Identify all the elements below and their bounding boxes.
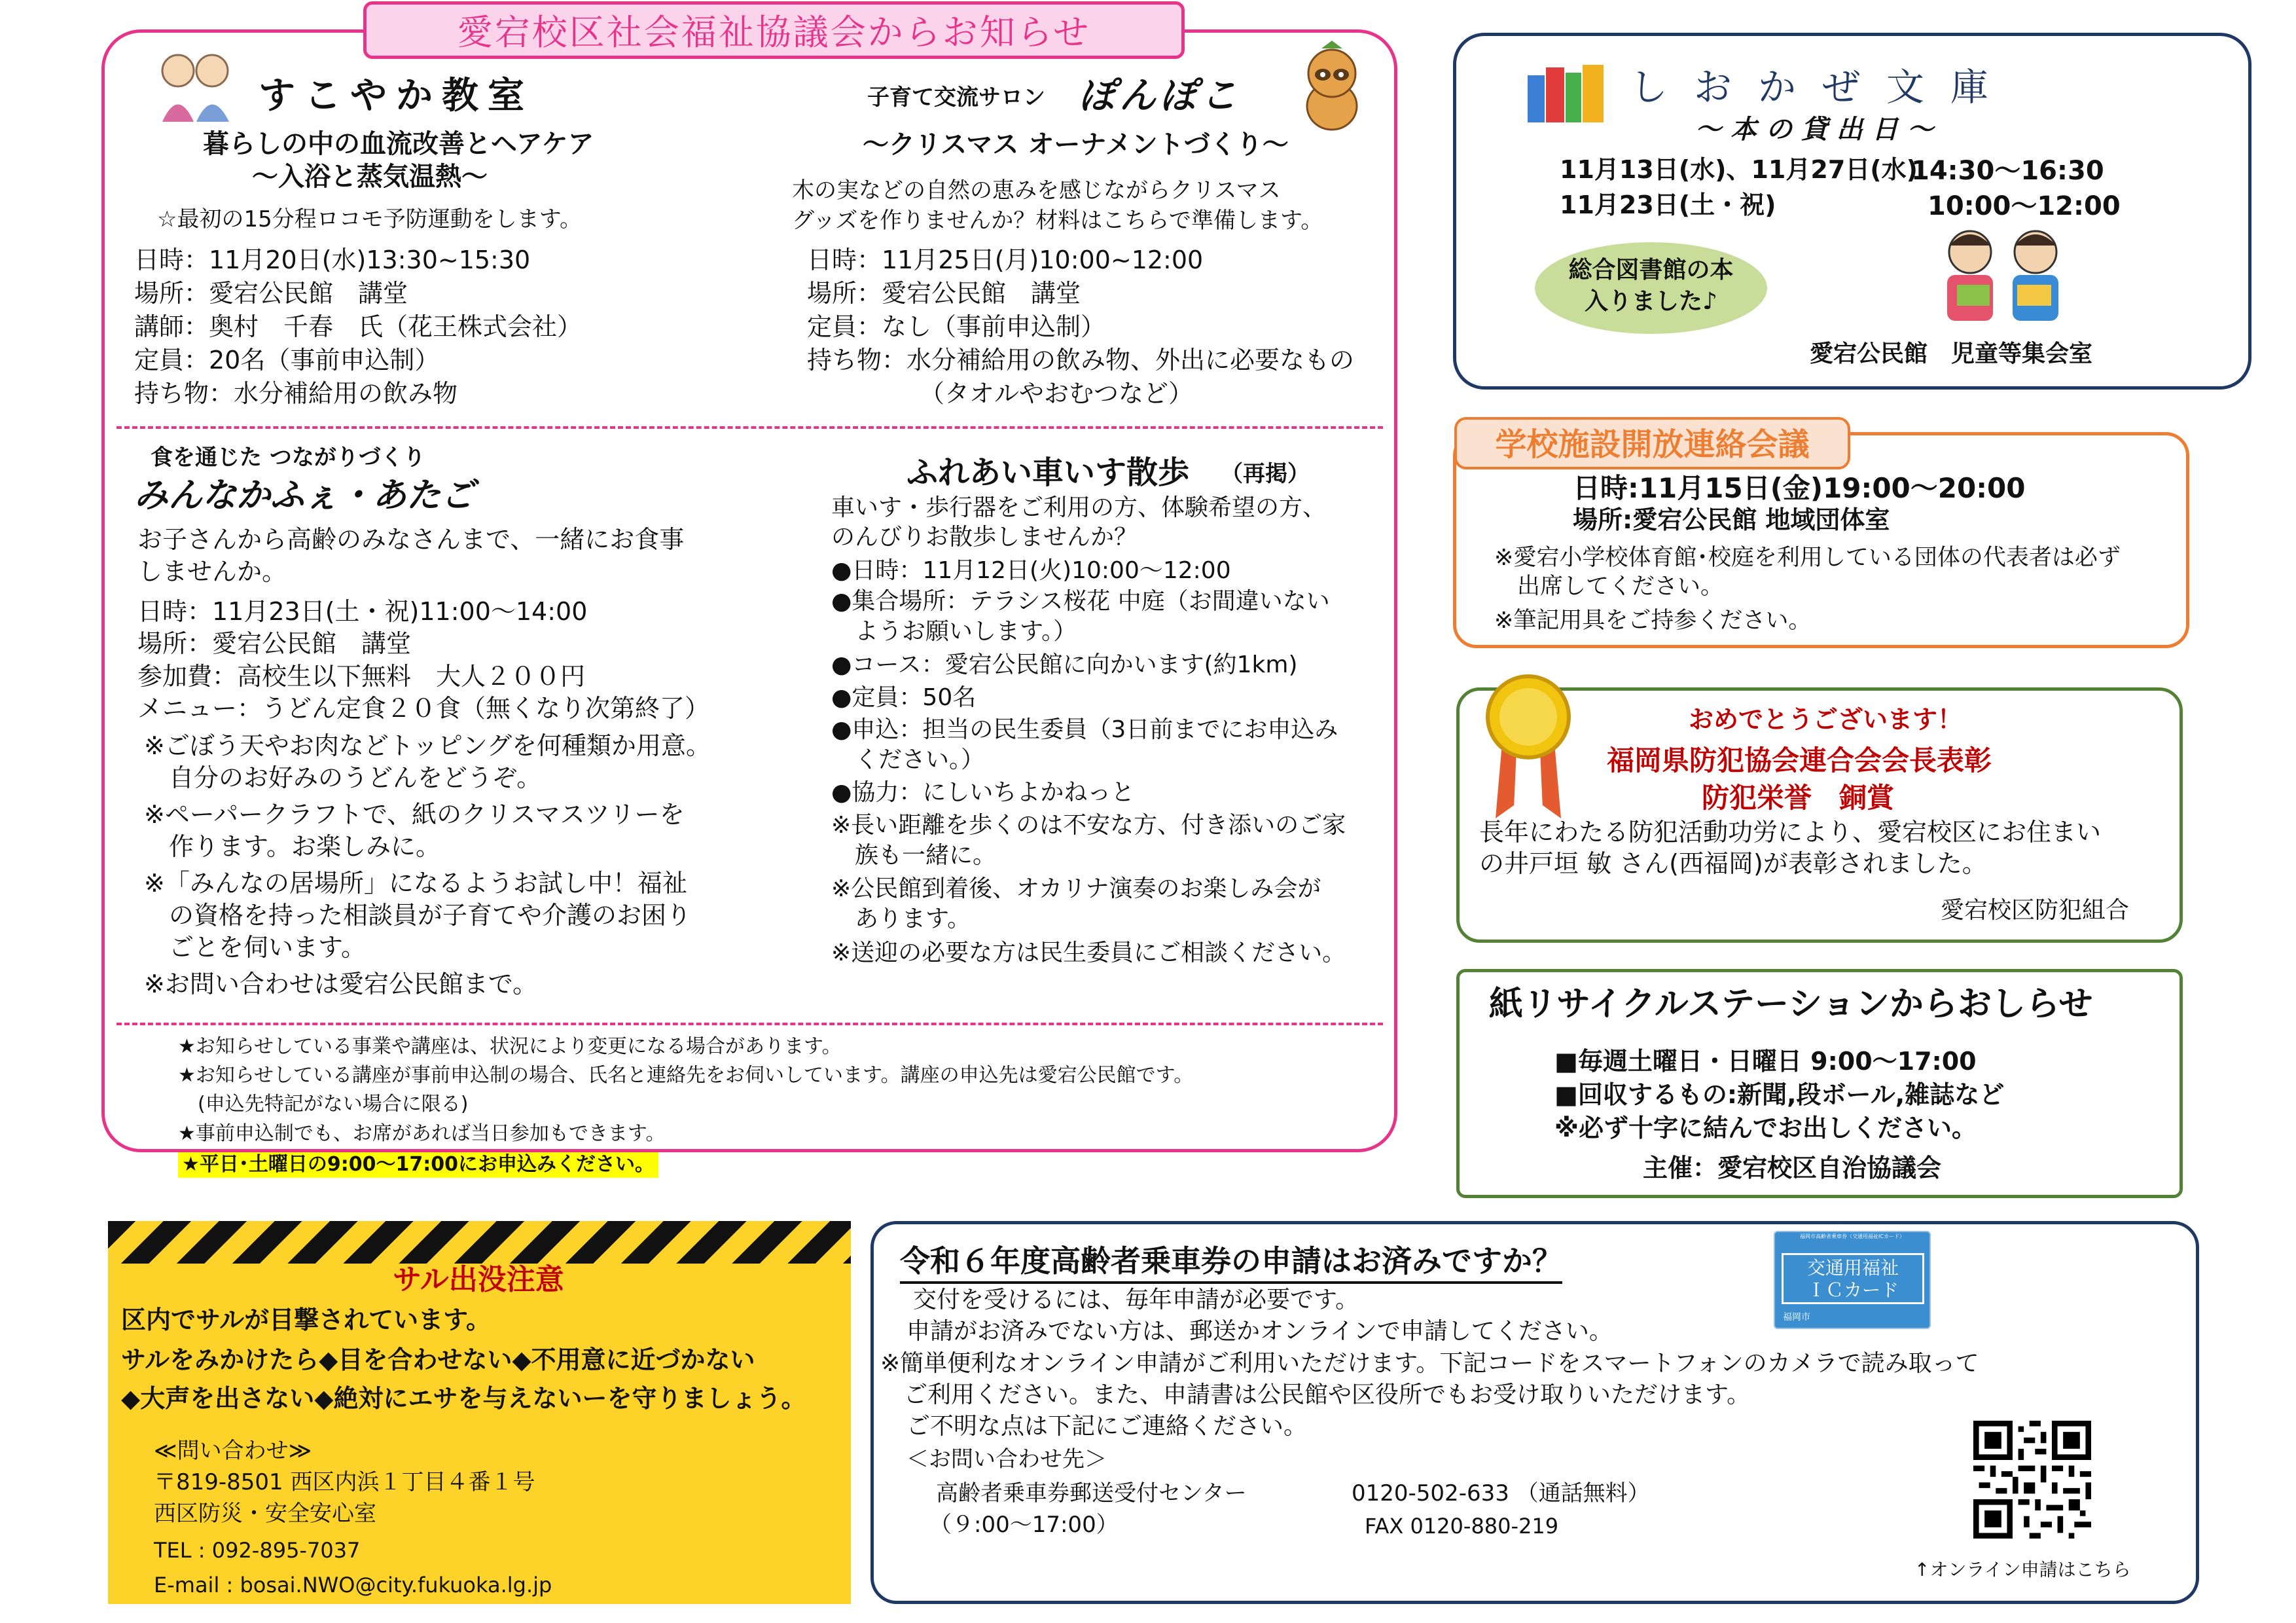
fureai-line: ※公民館到着後、オカリナ演奏のお楽しみ会が	[831, 875, 1321, 902]
sukoyaka-line: 定員：20名（事前申込制）	[134, 346, 440, 374]
ic-card-brand: 福岡市	[1783, 1312, 1810, 1322]
gakko-note: ※愛宕小学校体育館･校庭を利用している団体の代表者は必ず	[1494, 545, 2121, 571]
minnaka-title: みんなかふぇ・あたご	[134, 476, 475, 515]
fureai-line: のんびりお散歩しませんか？	[831, 524, 1138, 551]
elderly-couple-icon	[152, 51, 237, 123]
monkey-contact: 西区防災・安全安心室	[154, 1501, 376, 1527]
fureai-line: ※送迎の必要な方は民生委員にご相談ください。	[831, 939, 1346, 966]
recycle-line: ■毎週土曜日・日曜日 9:00～17:00	[1554, 1047, 1977, 1076]
minnaka-line: お子さんから高齢のみなさんまで、一緒にお食事	[137, 525, 685, 554]
shiokaze-title: しおかぜ文庫	[1630, 65, 2015, 109]
recycle-line: ※必ず十字に結んでお出しください。	[1554, 1114, 1977, 1142]
minnaka-line: 場所：愛宕公民館 講堂	[137, 629, 412, 658]
shiokaze-place: 愛宕公民館 児童等集会室	[1810, 340, 2093, 367]
shiokaze-bubble-line: 入りました♪	[1585, 288, 1717, 315]
divider-line-2	[117, 1023, 1383, 1025]
fureai-line: ください。）	[831, 746, 985, 773]
award-line-2: 防犯栄誉 銅賞	[1702, 782, 1895, 814]
fureai-line: 族も一緒に。	[831, 842, 997, 869]
shiokaze-dates-1: 11月13日(水)、11月27日(水)	[1560, 155, 1918, 184]
minnaka-line: 作ります。お楽しみに。	[144, 832, 440, 861]
shiokaze-dates-2: 11月23日(土・祝)	[1560, 191, 1776, 219]
minnaka-line: 参加費：高校生以下無料 大人２００円	[137, 662, 586, 691]
ponpoko-line: 日時：11月25日(月)10:00~12:00	[807, 246, 1204, 274]
books-icon	[1525, 62, 1610, 124]
qr-code-icon[interactable]	[1973, 1421, 2091, 1539]
gakko-note: ※筆記用具をご持参ください。	[1494, 608, 1812, 634]
sukoyaka-line: 場所：愛宕公民館 講堂	[134, 279, 408, 308]
monkey-contact: E-mail : bosai.NWO@city.fukuoka.lg.jp	[154, 1573, 552, 1597]
fureai-line: あります。	[831, 905, 971, 932]
fureai-line: ようお願いします。）	[831, 618, 1077, 645]
monkey-line: 区内でサルが目撃されています。	[121, 1305, 492, 1334]
recycle-line: 主催：愛宕校区自治協議会	[1643, 1154, 1942, 1182]
award-line-1: 福岡県防犯協会連合会会長表彰	[1607, 744, 1992, 776]
main-note: ★お知らせしている事業や講座は、状況により変更になる場合があります。	[178, 1035, 842, 1058]
ponpoko-line: 場所：愛宕公民館 講堂	[807, 279, 1081, 308]
ic-card	[1774, 1231, 1931, 1329]
minnaka-line: しませんか。	[137, 557, 287, 586]
minnaka-line: メニュー：うどん定食２０食（無くなり次第終了）	[137, 694, 710, 723]
fureai-line: ※長い距離を歩くのは不安な方、付き添いのご家	[831, 812, 1346, 839]
minnaka-line: ※ペーパークラフトで、紙のクリスマスツリーを	[144, 800, 685, 829]
main-header-tab	[363, 1, 1185, 59]
recycle-line: ■回収するもの:新聞,段ボール,雑誌など	[1554, 1080, 2005, 1109]
hazard-stripe	[108, 1221, 851, 1264]
sukoyaka-line: 講師：奥村 千春 氏（花王株式会社）	[134, 312, 583, 341]
pass-line: ＜お問い合わせ先＞	[906, 1446, 1107, 1472]
minnaka-line: ごとを伺います。	[144, 933, 366, 962]
minnaka-line: ※ごぼう天やお肉などトッピングを何種類か用意。	[144, 731, 711, 760]
monkey-contact: TEL : 092-895-7037	[154, 1538, 361, 1563]
pass-fax: FAX 0120-880-219	[1365, 1514, 1559, 1539]
main-highlight: ★平日･土曜日の9:00～17:00にお申込みください。	[178, 1152, 658, 1178]
fureai-title: ふれあい車いす散歩	[906, 454, 1190, 491]
pass-line: 交付を受けるには、毎年申請が必要です。	[913, 1286, 1359, 1313]
fureai-line: ●申込：担当の民生委員（3日前までにお申込み	[831, 716, 1338, 743]
award-body: 長年にわたる防犯活動功労により、愛宕校区にお住まい	[1479, 818, 2102, 847]
sukoyaka-title: すこやか教室	[259, 75, 533, 117]
pass-line: ※簡単便利なオンライン申請がご利用いただけます。下記コードをスマートフォンのカメラで読み取って	[880, 1350, 1979, 1377]
award-body: の井戸垣 敏 さん(西福岡)が表彰されました。	[1479, 849, 1987, 878]
sukoyaka-subtitle-1: 暮らしの中の血流改善とヘアケア	[203, 129, 594, 159]
minnaka-line: 自分のお好みのうどんをどうぞ。	[144, 763, 542, 792]
award-congrats: おめでとうございます！	[1689, 705, 1963, 734]
sukoyaka-subtitle-2: ～入浴と蒸気温熱～	[252, 162, 488, 192]
pass-title: 令和６年度高齢者乗車券の申請はお済みですか？	[900, 1244, 1562, 1284]
minnaka-line: ※お問い合わせは愛宕公民館まで。	[144, 970, 538, 998]
ic-card-top: 福岡市高齢者乗車券（交通用福祉ICカード）	[1800, 1233, 1905, 1239]
award-org: 愛宕校区防犯組合	[1941, 897, 2130, 924]
pass-line: ご不明な点は下記にご連絡ください。	[906, 1413, 1308, 1440]
shiokaze-time-2: 10:00～12:00	[1928, 191, 2121, 221]
shiokaze-bubble	[1535, 242, 1767, 334]
ic-card-panel	[1782, 1253, 1924, 1304]
ponpoko-subtitle: ～クリスマス オーナメントづくり～	[863, 130, 1289, 160]
ponpoko-line: 定員：なし（事前申込制）	[807, 312, 1106, 341]
main-note: ★お知らせしている講座が事前申込制の場合、氏名と連絡先をお伺いしています。講座の申込先は愛宕公民館です。	[178, 1064, 1194, 1087]
ponpoko-line: （タオルやおむつなど）	[920, 379, 1194, 408]
ponpoko-intro: 木の実などの自然の恵みを感じながらクリスマス	[792, 177, 1281, 204]
pass-line: ご利用ください。また、申請書は公民館や区役所でもお受け取りいただけます。	[880, 1381, 1751, 1408]
gakko-title: 学校施設開放連絡会議	[1495, 426, 1810, 463]
pass-line: 申請がお済みでない方は、郵送かオンラインで申請してください。	[906, 1318, 1613, 1345]
gakko-note: 出席してください。	[1494, 574, 1724, 600]
ponpoko-intro: グッズを作りませんか？材料はこちらで準備します。	[792, 208, 1323, 234]
fureai-line: ●集合場所：テラシス桜花 中庭（お間違いない	[831, 588, 1330, 615]
minnaka-line: の資格を持った相談員が子育てや介護のお困り	[144, 901, 692, 930]
fureai-line: ●コース：愛宕公民館に向かいます(約1km)	[831, 651, 1298, 678]
ic-card-line: ＩＣカード	[1806, 1279, 1899, 1301]
monkey-contact: ≪問い合わせ≫	[154, 1438, 312, 1464]
minnaka-kicker: 食を通じた つながりづくり	[151, 445, 425, 471]
fureai-line: 車いす・歩行器をご利用の方、体験希望の方、	[831, 494, 1327, 521]
tanuki-icon	[1293, 41, 1371, 132]
minnaka-line: ※「みんなの居場所」になるようお試し中！福祉	[144, 869, 687, 898]
gakko-line: 場所:愛宕公民館 地域団体室	[1573, 505, 1890, 534]
medal-icon	[1482, 671, 1574, 822]
pass-tel: 0120-502-633 （通話無料）	[1352, 1480, 1650, 1506]
gakko-header-tab	[1454, 417, 1850, 469]
fureai-line: ●定員：50名	[831, 684, 977, 711]
divider-line-1	[117, 426, 1383, 429]
sukoyaka-line: 日時：11月20日(水)13:30~15:30	[134, 246, 531, 274]
sukoyaka-line: 持ち物：水分補給用の飲み物	[134, 379, 458, 408]
monkey-contact: 〒819-8501 西区内浜１丁目４番１号	[154, 1469, 535, 1495]
ponpoko-name: ぽんぽこ	[1079, 75, 1241, 117]
qr-note: ↑オンライン申請はこちら	[1914, 1559, 2131, 1580]
recycle-title: 紙リサイクルステーションからおしらせ	[1489, 985, 2093, 1024]
gakko-line: 日時:11月15日(金)19:00～20:00	[1573, 472, 2026, 504]
shiokaze-subtitle: ～本の貸出日～	[1695, 115, 1943, 145]
pass-center: 高齢者乗車券郵送受付センター	[936, 1480, 1247, 1506]
monkey-line: サルをみかけたら◆目を合わせない◆不用意に近づかない	[121, 1345, 755, 1374]
shiokaze-bubble-line: 総合図書館の本	[1568, 257, 1734, 283]
monkey-line: ◆大声を出さない◆絶対にエサを与えないーを守りましょう。	[121, 1384, 806, 1413]
ponpoko-line: 持ち物：水分補給用の飲み物、外出に必要なもの	[807, 346, 1355, 374]
ic-card-line: 交通用福祉	[1806, 1257, 1899, 1279]
pass-hours: （９:00～17:00）	[929, 1512, 1119, 1538]
ponpoko-prefix: 子育て交流サロン	[867, 84, 1045, 111]
fureai-tag: （再掲）	[1221, 461, 1310, 487]
fureai-line: ●協力：にしいちよかねっと	[831, 779, 1135, 806]
monkey-title: サル出没注意	[393, 1263, 564, 1296]
fureai-line: ●日時：11月12日(火)10:00～12:00	[831, 557, 1231, 584]
main-note: ★事前申込制でも、お席があれば当日参加もできます。	[178, 1122, 666, 1145]
main-header-title: 愛宕校区社会福祉協議会からお知らせ	[457, 12, 1091, 53]
shiokaze-time-1: 14:30～16:30	[1911, 156, 2104, 186]
sukoyaka-note: ☆最初の15分程ロコモ予防運動をします。	[157, 206, 583, 232]
minnaka-line: 日時：11月23日(土・祝)11:00～14:00	[137, 597, 588, 626]
children-reading-icon	[1931, 226, 2075, 331]
main-note: (申込先特記がない場合に限る)	[178, 1093, 469, 1116]
